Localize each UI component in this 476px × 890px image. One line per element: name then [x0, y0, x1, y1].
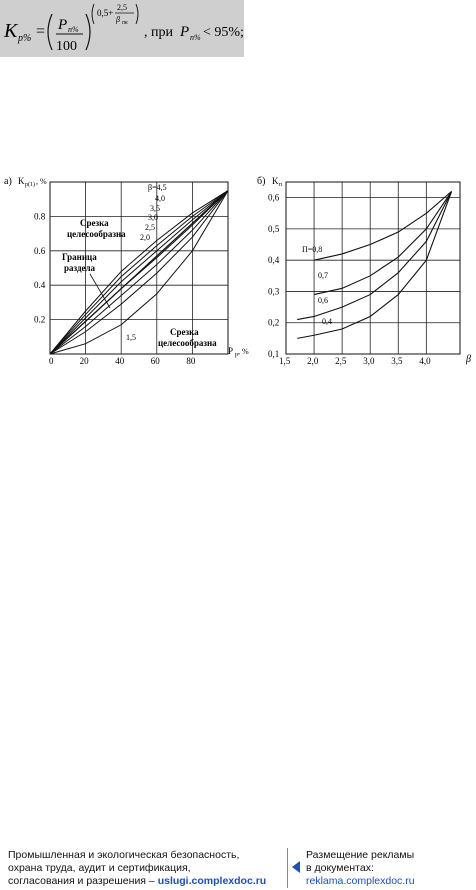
formula-frac-den: 100: [56, 39, 77, 54]
chart-b-y-tick-label: 0,6: [268, 192, 280, 203]
charts-svg: [0, 168, 476, 378]
formula-frac-num-sub: п%: [68, 25, 79, 34]
chart-b-curves: [297, 191, 451, 338]
chart-b-ylabel-sub: п: [279, 182, 283, 188]
chart-a-xlabel-sub: p: [235, 352, 238, 358]
chart-b-frame: [286, 182, 460, 354]
chart-b: [257, 176, 471, 366]
footer-reklama-link[interactable]: reklama.complexdoc.ru: [306, 875, 415, 887]
chart-a-x-tick-label: 60: [150, 356, 160, 366]
formula-frac-num: P: [58, 17, 68, 33]
footer-left-line2: охрана труда, аудит и сертификация,: [8, 862, 191, 874]
chart-b-grid: [286, 182, 460, 354]
formula-equals: =: [36, 23, 46, 40]
chart-a-annotation-cut-bottom-1: Срезка: [170, 327, 199, 337]
formula-lhs-subscript: p%: [18, 33, 32, 44]
formula-condition-prefix: , при: [144, 25, 173, 40]
formula-condition-tail: < 95%;: [203, 25, 244, 40]
chart-a-panel-label: а): [4, 176, 12, 187]
chart-a-origin-label: 0: [49, 356, 54, 366]
chart-b-curve-label-1: 0,7: [318, 271, 328, 280]
formula-box: [0, 0, 244, 57]
formula-left-paren: [48, 14, 52, 50]
chart-a-curve-label-2: 3,5: [150, 204, 160, 213]
chart-a-y-tick-label: 0.4: [34, 280, 46, 291]
chart-a-annotation-boundary-1: Граница: [62, 252, 97, 262]
formula-right-paren: [86, 14, 90, 50]
chart-b-x-tick-label: 4,0: [419, 356, 431, 366]
chart-b-series-line-3: [297, 191, 451, 338]
chart-a-ylabel-sub: p(1): [25, 182, 35, 188]
chart-a-xlabel-unit: , %: [238, 347, 249, 356]
chart-b-curve-label-0: П=0,8: [302, 245, 323, 254]
chart-b-y-tick-label: 0,2: [268, 317, 280, 328]
formula-exponent-frac-den-sub: пк: [122, 20, 128, 26]
chart-b-ylabel: K: [272, 176, 279, 186]
footer-divider: [287, 848, 288, 888]
chart-b-series-line-1: [314, 191, 452, 294]
formula-exponent-frac-den: β: [116, 15, 120, 24]
chart-b-x-tick-label: 3,0: [363, 356, 375, 366]
chart-b-x-tick-label: 2,5: [335, 356, 347, 366]
chart-b-curve-label-3: 0,4: [322, 317, 332, 326]
footer-right-line1: Размещение рекламы: [306, 849, 415, 861]
footer-ad: [0, 846, 476, 890]
footer-right-block: [306, 849, 474, 888]
chart-b-y-tick-label: 0,4: [268, 255, 280, 266]
charts-figure: [0, 168, 476, 378]
formula-svg: [0, 0, 244, 57]
chart-b-panel-label: б): [257, 176, 266, 187]
formula-lhs-symbol: K: [4, 20, 18, 42]
chart-b-y-tick-label: 0,1: [268, 349, 280, 359]
chart-a-x-tick-label: 40: [115, 356, 125, 366]
chart-b-curve-label-2: 0,6: [318, 296, 328, 305]
chart-b-xlabel: β: [466, 354, 471, 365]
chart-a-x-tick-label: 80: [186, 356, 196, 366]
chart-b-x-tick-label: 2,0: [307, 356, 319, 366]
formula-exponent-frac-num: 2,5: [117, 3, 127, 12]
chart-a-ylabel: K: [18, 176, 25, 186]
chart-b-y-tick-label: 0,5: [268, 223, 280, 234]
footer-left-line3: [8, 875, 280, 888]
chart-b-series-line-0: [314, 191, 452, 260]
chart-a-xlabel: P: [228, 346, 234, 356]
formula-exponent-base: 0,5+: [97, 8, 114, 18]
footer-left-block: [8, 849, 280, 888]
chart-b-x-tick-label: 1,5: [279, 356, 291, 366]
chart-a-curve-label-4: 2,5: [145, 223, 155, 232]
footer-uslugi-link[interactable]: uslugi.complexdoc.ru: [157, 875, 267, 887]
chart-a-x-tick-label: 20: [79, 356, 89, 366]
chart-a-annotation-boundary-2: раздела: [64, 263, 96, 273]
chart-a-curve-label-6: 1,5: [126, 333, 136, 342]
chart-b-y-tick-label: 0,3: [268, 286, 280, 297]
chart-a-annotation-cut-top-1: Срезка: [80, 218, 109, 228]
footer-left-line3-prefix: согласования и разрешения –: [8, 875, 155, 887]
chart-b-ticks: [268, 193, 431, 366]
chart-a-curve-label-5: 2,0: [140, 233, 150, 242]
chart-a: [4, 176, 249, 366]
footer-left-line1: Промышленная и экологическая безопасность,: [8, 849, 240, 861]
chart-a-curve-label-3: 3,0: [148, 213, 158, 222]
chart-a-curve-label-1: 4,0: [155, 194, 165, 203]
chart-a-ylabel-unit: , %: [36, 177, 47, 186]
chart-a-y-tick-label: 0.2: [34, 314, 46, 325]
chart-b-x-tick-label: 3,5: [391, 356, 403, 366]
chart-a-annotation-cut-bottom-2: целесообразна: [158, 338, 217, 348]
formula-exp-left-paren: [92, 4, 94, 24]
chart-a-y-tick-label: 0.8: [34, 211, 46, 222]
formula-exp-right-paren: [136, 4, 138, 24]
formula-condition-sub: п%: [190, 33, 201, 42]
chart-a-curve-label-0: β=4,5: [148, 183, 167, 192]
chart-a-y-tick-label: 0.6: [34, 245, 46, 256]
footer-right-line2: в документах:: [306, 862, 374, 874]
formula-condition-symbol: P: [180, 24, 190, 40]
chart-a-annotation-cut-top-2: целесообразна: [67, 229, 126, 239]
footer-arrow-icon: [292, 861, 300, 873]
